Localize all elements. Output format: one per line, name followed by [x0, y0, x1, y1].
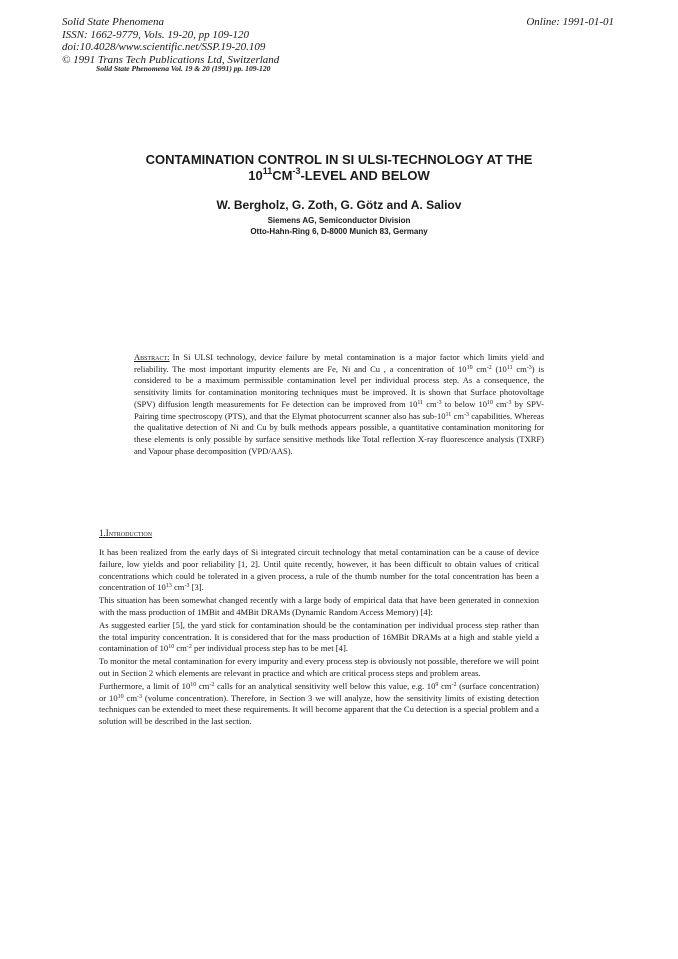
affiliation [100, 215, 578, 237]
section-heading-introduction: 1.Introduction [99, 528, 153, 538]
author-list: W. Bergholz, G. Zoth, G. Götz and A. Saliov [216, 198, 462, 212]
online-date: Online: 1991-01-01 [526, 16, 614, 28]
copyright-line: © 1991 Trans Tech Publications Ltd, Switzerland [62, 53, 280, 66]
paragraph: It has been realized from the early days of Si integrated circuit technology that metal contamination can be a cause of device failure, low yields and poor reliability [1, 2]. Until quite recently, however, it has been difficult to obtain values of critical concentrations which could be tolerated in a given process, a rule of the thumb number for the total concentration has been a concentration of $10^{13}$ $cm^{-3}$ [3]. [99, 547, 539, 593]
paragraph: This situation has been somewhat changed recently with a large body of empirical data that have been generated in connexion with the mass production of 1MBit and 4MBit DRAMs (Dynamic Random Access Memory) [4]: [99, 595, 539, 617]
title-line-1: CONTAMINATION CONTROL IN SI ULSI-TECHNOLOGY AT THE [145, 152, 533, 167]
issn-line: ISSN: 1662-9779, Vols. 19-20, pp 109-120 [62, 28, 249, 41]
paragraph: As suggested earlier [5], the yard stick for contamination should be the contamination per individual process step rather than the total impurity concentration. It is considered that for the mass production of 16MBit DRAMs at a high and stable yield a contamination of $10^{10}$ $cm^{-2}$ per individual process step has to be met [4]. [99, 619, 539, 654]
affiliation-line-1: Siemens AG, Semiconductor Division [267, 216, 411, 225]
paper-title [100, 152, 578, 184]
journal-volume-line: Solid State Phenomena Vol. 19 & 20 (1991) pp. 109-120 [96, 64, 271, 73]
paragraph: Furthermore, a limit of $10^{10}$ $cm^{-2}$ calls for an analytical sensitivity well below this value, e.g. $10^9$ $cm^{-2}$ (surface concentration) or $10^{10}$ $cm^{-3}$ (volume concentration). Therefore, in Section 3 we will analyze, how the sensitivity limits of existing detection techniques can be extended to meet these requirements. It will become apparent that the Cu detection is a special problem and a solution will be described in the last section. [99, 680, 539, 727]
journal-name: Solid State Phenomena [62, 16, 165, 28]
affiliation-line-2: Otto-Hahn-Ring 6, D-8000 Munich 83, Germany [250, 227, 428, 236]
abstract: Abstract: In Si ULSI technology, device failure by metal contamination is a major factor which limits yield and reliability. The most important impurity elements are Fe, Ni and Cu , a concentration of $10^{10}$ $cm^{-2}$ ($10^{11}$ $cm^{-3}$) is considered to be a maximum permissible contamination level per individual process step. As a consequence, the sensitivity limits for contamination monitoring techniques must be improved. It is shown that Surface photovoltage (SPV) diffusion length measurements for Fe detection can be improved from $10^{11}$ $cm^{-3}$ to below $10^{10}$ $cm^{-3}$ by SPV-Pairing time spectroscopy (PTS), and that the Elymat photocurrent scanner also has sub-$10^{11}$ $cm^{-3}$ capabilities. Whereas the qualitative detection of Ni and Cu by bulk methods appears possible, a quantitative contamination monitoring for these elements is only possible by surface sensitive methods like Total reflection X-ray fluorescence analysis (TXRF) and Vapour phase decomposition (VPD/AAS). [134, 352, 545, 456]
title-line-2: $10^{11}CM^{-3}$-LEVEL AND BELOW [248, 166, 430, 183]
doi-link[interactable]: doi:10.4028/www.scientific.net/SSP.19-20.109 [62, 41, 266, 54]
publication-metadata [62, 16, 279, 66]
introduction-body [99, 547, 539, 729]
abstract-heading: Abstract: [134, 352, 170, 362]
paragraph: To monitor the metal contamination for every impurity and every process step is obviously not possible, therefore we will point out in Section 2 which elements are relevant in practice and which are critical process steps and problem areas. [99, 656, 539, 678]
